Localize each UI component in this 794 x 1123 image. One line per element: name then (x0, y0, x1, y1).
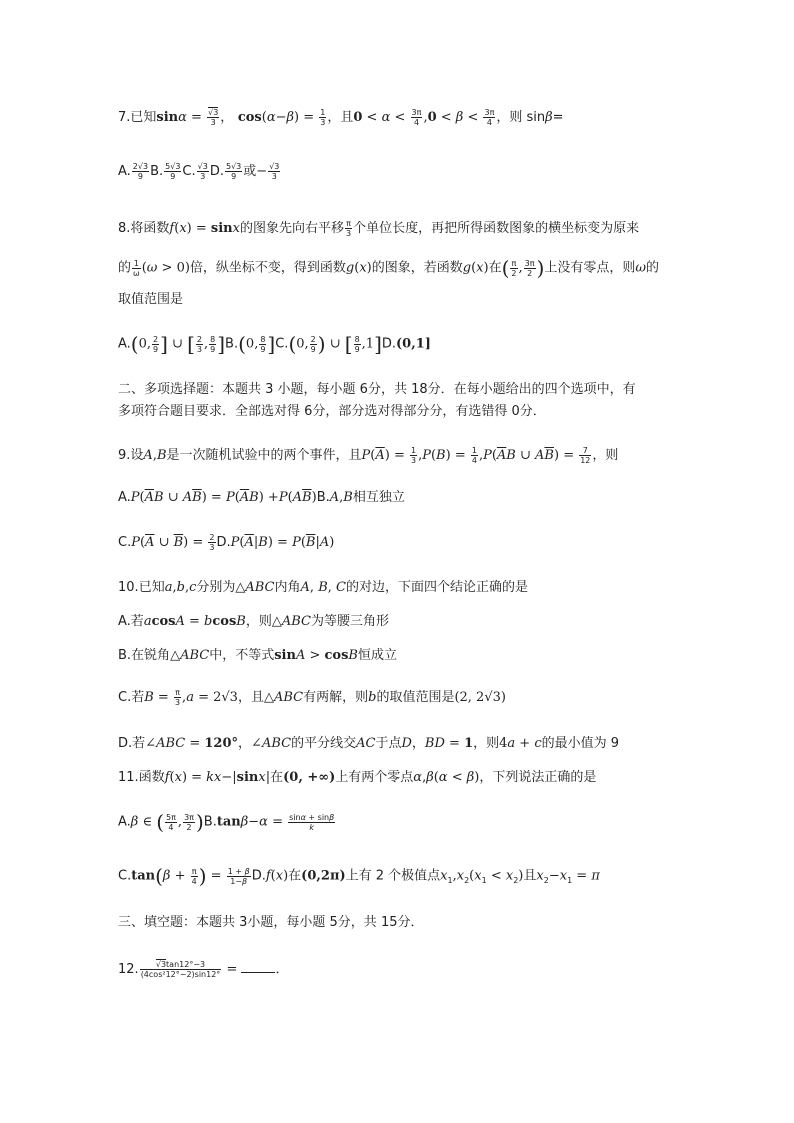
question-9-options-ab: $A.P(\overline{A}B$ ∪ $A\overline{B}) = P(\overline{A}B) +P(A\overline{B})B.A,B$相互独立 (118, 490, 405, 505)
question-9: 9.设A,B是一次随机试验中的两个事件，且$P(\overline{A})$ = $\frac{1}{3}$ ,P(B) = $\frac{1}{4}$ $,P(\overline{A}B$ ∪ $A\overline{B}$) = $\frac{7}{12}$ ，则 (118, 446, 619, 465)
question-8-line2: 的 $\frac{1}{\omega}$ (ω > 0)倍，纵坐标不变，得到函数g(x)的图象，若函数g(x)在( $\frac{\pi}{2}$ , $\frac{3\pi}{2}$ )上没有零点，则ω的 (118, 256, 660, 280)
question-12: 12. $\frac{√3\tan 12^\circ-3}{\text{(4cos²12°−2)sin12°}}$ = ． (118, 960, 289, 979)
question-11: 11.函数f(x) = kx−|sinx|在(0, +∞)上有两个零点α,β(α < β)，下列说法正确的是 (118, 770, 597, 785)
question-11-options-cd: C.tan(β + $\frac{\pi}{4}$ ) = $\frac{1 + \beta}{1-\beta}$ D.f(x)在(0,2π)上有 2 个极值点$x_1,x_2(x_1 < x_2)$且$x_2-x_1 = \pi$ (118, 864, 600, 888)
question-10-option-a: A.若acosA = bcosB，则△ABC为等腰三角形 (118, 614, 390, 629)
section-2-heading: 二、多项选择题：本题共 3 小题，每小题 6分，共 18分．在每小题给出的四个选项中，有 (118, 382, 636, 397)
answer-blank[interactable] (241, 960, 275, 973)
question-8-options: A.(0, $\frac{2}{9}$ ] ∪ [ $\frac{2}{3}$ , $\frac{8}{9}$ ]B.(0, $\frac{8}{9}$ ]C.(0, $\frac{2}{9}$ ) ∪ [ $\frac{8}{9}$ ,1]D.(0,1] (118, 332, 431, 356)
question-7-options: A. $\frac{2√3}{9}$ B. $\frac{5√3}{9}$ C. $\frac{√3}{3}$ D. $\frac{5√3}{9}$ 或− $\frac{√3}{3}$ (118, 162, 280, 181)
question-10: 10.已知a,b,c分别为△ABC内角A, B, C的对边，下面四个结论正确的是 (118, 580, 528, 595)
section-2-heading-line2: 多项符合题目要求．全部选对得 6分，部分选对得部分分，有选错得 0分． (118, 404, 546, 419)
question-10-option-c: C.若B = $\frac{\pi}{3}$ ,a = 2√3，且△ABC有两解，则b的取值范围是(2, 2√3) (118, 688, 506, 707)
section-3-heading: 三、填空题：本题共 3小题，每小题 5分，共 15分． (118, 915, 424, 930)
question-10-option-d: D.若∠ABC = 120°，∠ABC的平分线交AC于点D，BD = 1，则4a + c的最小值为 9 (118, 736, 620, 751)
question-9-options-cd: $C.P(\overline{A}$ ∪ $\overline{B}$) = $\frac{2}{3}$ $D.P(\overline{A}|B) = P(\overline{B}|A)$ (118, 533, 335, 552)
question-10-option-b: B.在锐角△ABC中，不等式sinA > cosB恒成立 (118, 648, 397, 663)
question-11-options-ab: A.β ∈ ( $\frac{5\pi}{4}$ , $\frac{3\pi}{2}$ )B.tanβ−α = $\frac{\sin\alpha + \sin\beta}{k}$ (118, 810, 335, 834)
question-7: 7.已知sinα = $\frac{√3}{3}$ ， cos(α−β) = $\frac{1}{3}$ ，且0 < α < $\frac{3\pi}{4}$ ,0 < β < $\frac{3\pi}{4}$ ，则 sinβ= (118, 108, 564, 127)
question-8: 8.将函数f(x) = sinx的图象先向右平移 $\frac{\pi}{3}$ 个单位长度，再把所得函数图象的横坐标变为原来 (118, 219, 640, 238)
question-8-line3: 取值范围是 (118, 292, 184, 307)
